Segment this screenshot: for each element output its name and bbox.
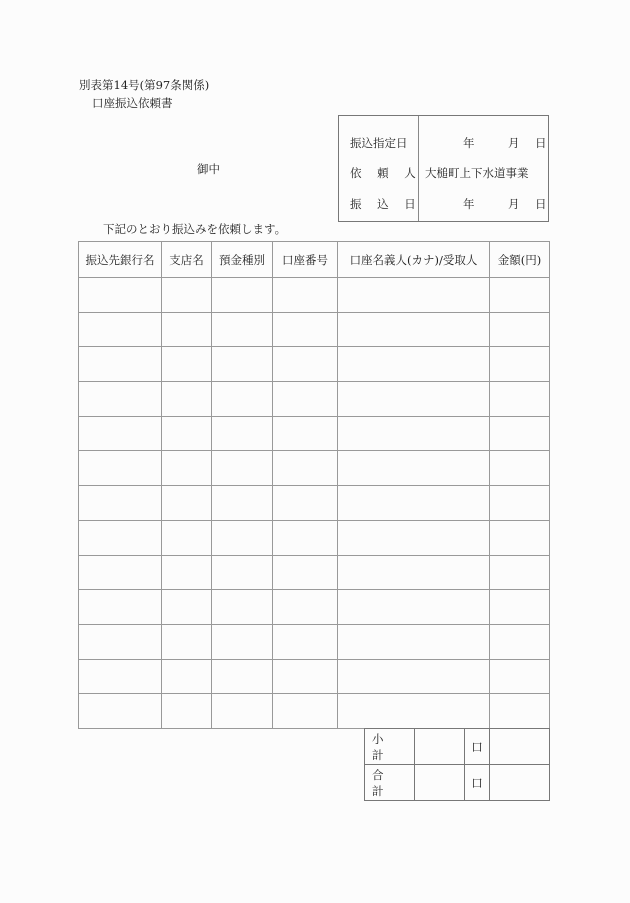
total-count-cell[interactable] — [415, 765, 465, 801]
form-number: 別表第14号(第97条関係) — [79, 78, 210, 92]
cell-amount[interactable] — [490, 451, 550, 486]
cell-account-number[interactable] — [273, 486, 338, 521]
total-amount-cell[interactable] — [490, 765, 550, 801]
transfer-table — [78, 241, 550, 729]
cell-account-holder[interactable] — [338, 520, 490, 555]
cell-account-type[interactable] — [212, 590, 273, 625]
cell-branch[interactable] — [162, 278, 212, 313]
cell-bank[interactable] — [79, 486, 162, 521]
cell-account-type[interactable] — [212, 347, 273, 382]
col-header-amount: 金額(円) — [490, 242, 550, 278]
cell-account-number[interactable] — [273, 347, 338, 382]
cell-account-type[interactable] — [212, 278, 273, 313]
col-header-branch: 支店名 — [162, 242, 212, 278]
table-row — [79, 624, 550, 659]
cell-account-type[interactable] — [212, 659, 273, 694]
form-title: 口座振込依頼書 — [92, 96, 173, 110]
table-row — [79, 694, 550, 729]
transfer-day-label: 日 — [535, 197, 547, 211]
cell-account-number[interactable] — [273, 555, 338, 590]
cell-account-number[interactable] — [273, 312, 338, 347]
cell-bank[interactable] — [79, 312, 162, 347]
transfer-month-label: 月 — [508, 197, 520, 211]
cell-branch[interactable] — [162, 624, 212, 659]
cell-amount[interactable] — [490, 659, 550, 694]
cell-branch[interactable] — [162, 486, 212, 521]
cell-account-type[interactable] — [212, 694, 273, 729]
total-row — [365, 765, 550, 801]
cell-bank[interactable] — [79, 278, 162, 313]
table-row — [79, 520, 550, 555]
cell-account-holder[interactable] — [338, 382, 490, 417]
table-row — [79, 347, 550, 382]
table-row — [79, 278, 550, 313]
cell-bank[interactable] — [79, 520, 162, 555]
cell-account-number[interactable] — [273, 694, 338, 729]
cell-bank[interactable] — [79, 347, 162, 382]
table-row — [79, 416, 550, 451]
cell-branch[interactable] — [162, 555, 212, 590]
request-statement: 下記のとおり振込みを依頼します。 — [103, 222, 287, 236]
designated-date-label: 振込指定日 — [350, 136, 408, 150]
cell-amount[interactable] — [490, 486, 550, 521]
cell-branch[interactable] — [162, 347, 212, 382]
table-row — [79, 451, 550, 486]
cell-branch[interactable] — [162, 659, 212, 694]
cell-account-number[interactable] — [273, 416, 338, 451]
cell-branch[interactable] — [162, 416, 212, 451]
cell-account-holder[interactable] — [338, 590, 490, 625]
cell-amount[interactable] — [490, 278, 550, 313]
cell-account-holder[interactable] — [338, 278, 490, 313]
totals-table — [364, 728, 550, 801]
cell-account-holder[interactable] — [338, 659, 490, 694]
cell-account-holder[interactable] — [338, 555, 490, 590]
total-unit: 口 — [465, 765, 490, 801]
cell-amount[interactable] — [490, 555, 550, 590]
cell-branch[interactable] — [162, 451, 212, 486]
transfer-date-label: 振 込 日 — [350, 197, 422, 211]
cell-account-type[interactable] — [212, 486, 273, 521]
designated-day-label: 日 — [535, 136, 547, 150]
table-row — [79, 486, 550, 521]
cell-branch[interactable] — [162, 382, 212, 417]
cell-account-number[interactable] — [273, 659, 338, 694]
subtotal-unit: 口 — [465, 729, 490, 765]
cell-branch[interactable] — [162, 312, 212, 347]
cell-account-number[interactable] — [273, 278, 338, 313]
cell-bank[interactable] — [79, 555, 162, 590]
table-row — [79, 312, 550, 347]
table-row — [79, 590, 550, 625]
cell-amount[interactable] — [490, 312, 550, 347]
header-info-box — [338, 115, 549, 222]
table-row — [79, 382, 550, 417]
cell-amount[interactable] — [490, 382, 550, 417]
cell-account-type[interactable] — [212, 555, 273, 590]
cell-amount[interactable] — [490, 590, 550, 625]
cell-account-number[interactable] — [273, 520, 338, 555]
cell-account-type[interactable] — [212, 520, 273, 555]
cell-account-type[interactable] — [212, 312, 273, 347]
cell-branch[interactable] — [162, 590, 212, 625]
cell-bank[interactable] — [79, 590, 162, 625]
transfer-year-label: 年 — [463, 197, 475, 211]
cell-branch[interactable] — [162, 694, 212, 729]
col-header-account-number: 口座番号 — [273, 242, 338, 278]
cell-bank[interactable] — [79, 416, 162, 451]
col-header-bank: 振込先銀行名 — [79, 242, 162, 278]
cell-account-holder[interactable] — [338, 347, 490, 382]
cell-account-type[interactable] — [212, 451, 273, 486]
subtotal-count-cell[interactable] — [415, 729, 465, 765]
cell-amount[interactable] — [490, 347, 550, 382]
designated-year-label: 年 — [463, 136, 475, 150]
addressee-suffix: 御中 — [197, 162, 220, 176]
cell-amount[interactable] — [490, 624, 550, 659]
cell-branch[interactable] — [162, 520, 212, 555]
cell-bank[interactable] — [79, 382, 162, 417]
table-row — [79, 659, 550, 694]
cell-account-holder[interactable] — [338, 451, 490, 486]
subtotal-row — [365, 729, 550, 765]
cell-account-number[interactable] — [273, 624, 338, 659]
cell-amount[interactable] — [490, 416, 550, 451]
cell-bank[interactable] — [79, 694, 162, 729]
cell-account-number[interactable] — [273, 382, 338, 417]
cell-account-type[interactable] — [212, 382, 273, 417]
cell-bank[interactable] — [79, 659, 162, 694]
subtotal-label: 小計 — [365, 729, 415, 765]
cell-account-holder[interactable] — [338, 624, 490, 659]
col-header-account-type: 預金種別 — [212, 242, 273, 278]
cell-account-type[interactable] — [212, 624, 273, 659]
cell-amount[interactable] — [490, 520, 550, 555]
requester-label: 依 頼 人 — [350, 166, 422, 180]
cell-bank[interactable] — [79, 451, 162, 486]
table-header-row — [79, 242, 550, 278]
cell-bank[interactable] — [79, 624, 162, 659]
cell-account-holder[interactable] — [338, 694, 490, 729]
cell-account-number[interactable] — [273, 451, 338, 486]
cell-amount[interactable] — [490, 694, 550, 729]
col-header-account-holder: 口座名義人(カナ)/受取人 — [338, 242, 490, 278]
designated-month-label: 月 — [508, 136, 520, 150]
cell-account-number[interactable] — [273, 590, 338, 625]
requester-value: 大槌町上下水道事業 — [425, 166, 529, 180]
total-label: 合計 — [365, 765, 415, 801]
cell-account-holder[interactable] — [338, 486, 490, 521]
table-row — [79, 555, 550, 590]
cell-account-holder[interactable] — [338, 312, 490, 347]
subtotal-amount-cell[interactable] — [490, 729, 550, 765]
cell-account-holder[interactable] — [338, 416, 490, 451]
cell-account-type[interactable] — [212, 416, 273, 451]
